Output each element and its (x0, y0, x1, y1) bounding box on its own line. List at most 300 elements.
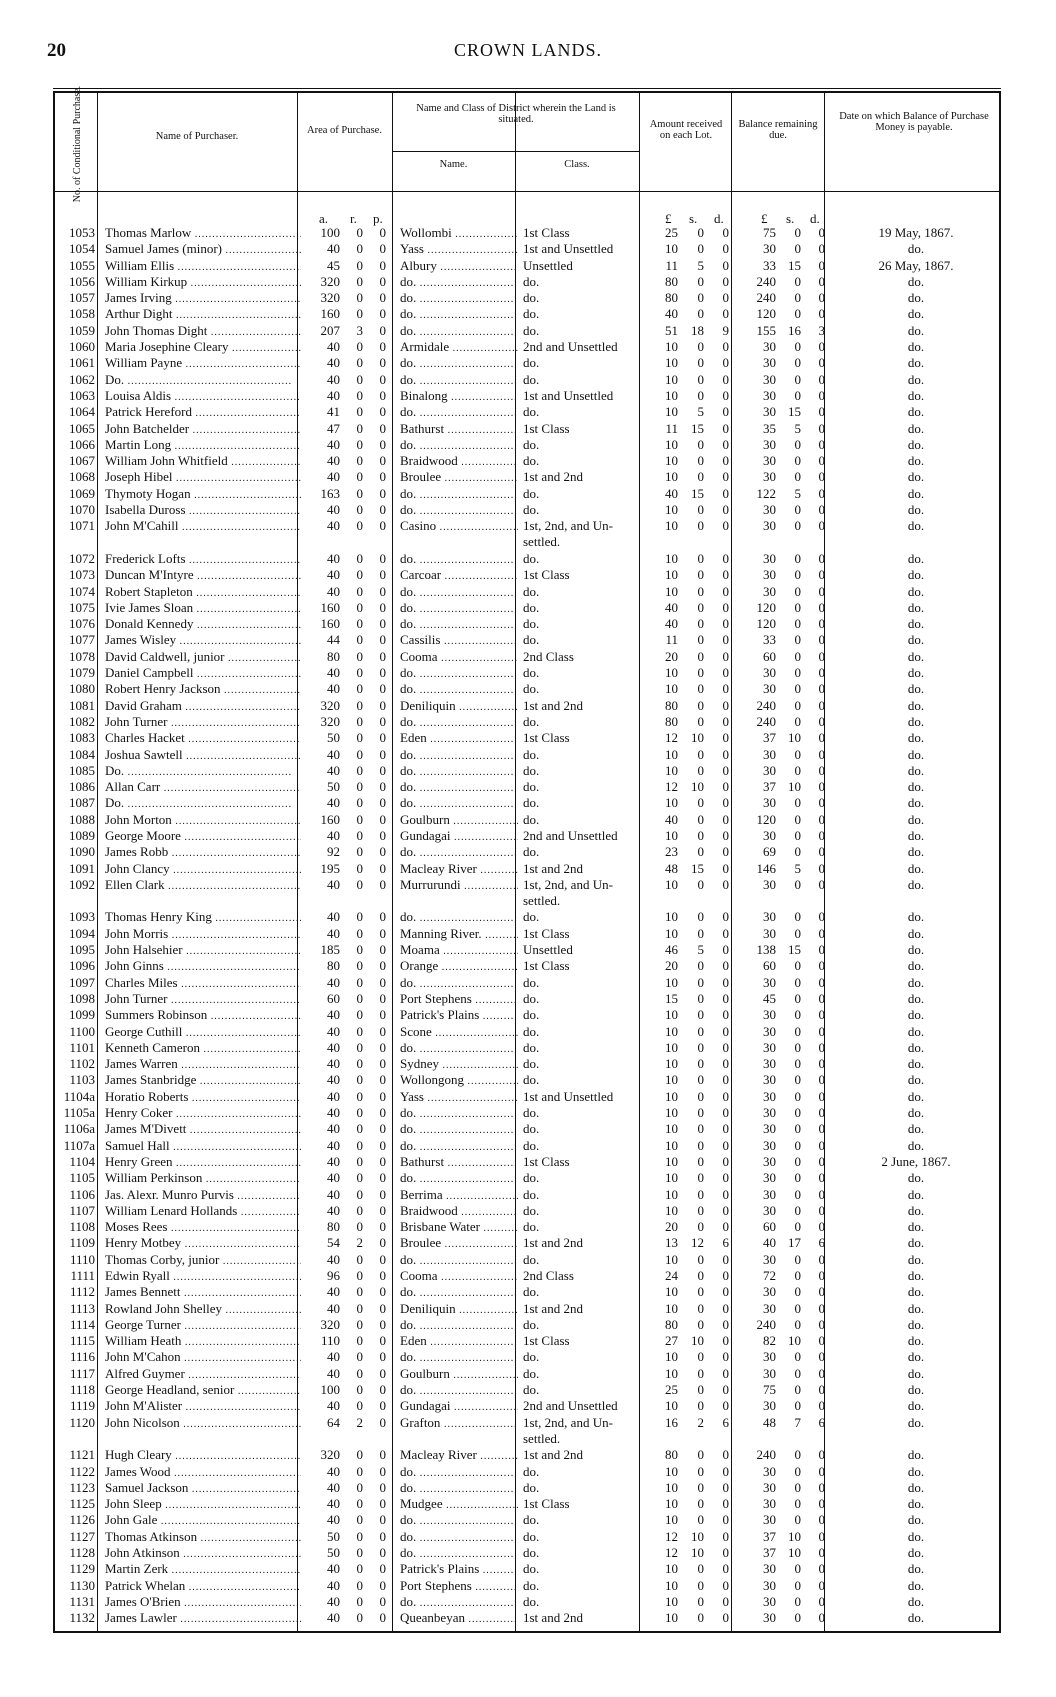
balance-shillings: 0 (794, 339, 801, 355)
purchaser-name: William Perkinson ..... (105, 1170, 301, 1188)
balance-shillings: 0 (794, 1300, 801, 1316)
payable-date: do. (907, 1577, 925, 1593)
purchaser-name: John M'Cahon ..... (105, 1349, 301, 1367)
area-roods: 0 (356, 648, 363, 664)
area-roods: 0 (356, 730, 363, 746)
area-roods: 0 (356, 632, 363, 648)
unit-roods: r. (350, 211, 357, 226)
area-perches: 0 (379, 371, 386, 387)
area-roods: 0 (356, 355, 363, 371)
row-number: 1072 (69, 550, 95, 566)
purchaser-name: Thomas Marlow ..... (105, 225, 301, 243)
header-district: Name and Class of District wherein the Land is situated. (416, 103, 616, 125)
amount-pence: 0 (722, 1300, 729, 1316)
area-acres: 50 (327, 1545, 340, 1561)
district-class: 2nd and Unsettled (523, 827, 618, 843)
area-roods: 0 (356, 371, 363, 387)
balance-pounds: 30 (763, 1561, 776, 1577)
table-row (55, 714, 999, 730)
area-acres: 80 (327, 648, 340, 664)
table-row (55, 1333, 999, 1349)
area-perches: 0 (379, 599, 386, 615)
area-perches: 0 (379, 1105, 386, 1121)
area-perches: 0 (379, 974, 386, 990)
area-roods: 0 (356, 273, 363, 289)
district-class: 1st Class (523, 1153, 570, 1169)
amount-shillings: 0 (697, 225, 704, 240)
purchaser-name: John Ginns ..... (105, 958, 301, 976)
amount-shillings: 0 (697, 387, 704, 403)
balance-pounds: 138 (756, 942, 776, 958)
table-row (55, 1382, 999, 1398)
balance-pounds: 30 (763, 974, 776, 990)
district-class: 1st Class (523, 567, 570, 583)
balance-shillings: 0 (794, 909, 801, 925)
district-name: Yass ..... (400, 1089, 518, 1107)
district-name: do. ..... (400, 909, 518, 927)
payable-date: do. (907, 502, 925, 518)
balance-pence: 0 (818, 1496, 825, 1512)
page-number: 20 (47, 40, 66, 61)
balance-shillings: 15 (788, 942, 801, 958)
balance-pounds: 30 (763, 241, 776, 257)
purchaser-name: Moses Rees ..... (105, 1219, 301, 1237)
table-row (55, 1089, 999, 1105)
payable-date: do. (907, 1333, 925, 1349)
district-class: Unsettled (523, 942, 573, 958)
district-class: 2nd Class (523, 1268, 574, 1283)
district-name: do. ..... (400, 1382, 518, 1400)
area-roods: 0 (356, 257, 363, 273)
amount-shillings: 0 (697, 974, 704, 990)
amount-pence: 0 (722, 1219, 729, 1235)
district-name: Sydney ..... (400, 1056, 518, 1074)
row-number: 1106 (69, 1186, 95, 1202)
area-acres: 40 (327, 1056, 340, 1072)
area-perches: 0 (379, 1479, 386, 1495)
purchaser-name: James Bennett ..... (105, 1284, 301, 1302)
area-perches: 0 (379, 1528, 386, 1544)
district-class: do. (523, 909, 540, 925)
district-name: Bathurst ..... (400, 1154, 518, 1172)
amount-shillings: 0 (697, 795, 704, 811)
area-roods: 0 (356, 974, 363, 990)
amount-shillings: 0 (697, 1479, 704, 1495)
amount-shillings: 0 (697, 1365, 704, 1381)
balance-pounds: 30 (763, 1039, 776, 1055)
amount-shillings: 10 (691, 1333, 704, 1349)
balance-pence: 0 (818, 795, 825, 811)
balance-pounds: 30 (763, 1349, 776, 1365)
district-name: do. ..... (400, 274, 518, 292)
balance-pounds: 30 (763, 1023, 776, 1039)
payable-date: do. (907, 1610, 925, 1626)
amount-shillings: 0 (697, 1072, 704, 1088)
row-number: 1057 (69, 290, 95, 306)
amount-pence: 0 (722, 909, 729, 925)
amount-pounds: 10 (665, 1284, 678, 1300)
area-perches: 0 (379, 339, 386, 355)
amount-shillings: 0 (697, 1007, 704, 1023)
amount-pounds: 40 (665, 616, 678, 632)
row-number: 1081 (69, 697, 95, 713)
amount-pounds: 10 (665, 1479, 678, 1495)
balance-pounds: 240 (756, 697, 776, 713)
area-acres: 40 (327, 795, 340, 811)
balance-shillings: 0 (794, 1447, 801, 1463)
amount-pounds: 10 (665, 502, 678, 518)
area-perches: 0 (379, 1088, 386, 1104)
area-acres: 40 (327, 1202, 340, 1218)
area-perches: 0 (379, 1545, 386, 1561)
payable-date: do. (907, 1072, 925, 1088)
purchaser-name: Duncan M'Intyre ..... (105, 567, 301, 585)
table-row (55, 372, 999, 388)
district-class: do. (523, 1479, 540, 1495)
amount-shillings: 0 (697, 713, 704, 729)
amount-shillings: 0 (697, 958, 704, 974)
purchaser-name: James Stanbridge ..... (105, 1072, 301, 1090)
district-name: Murrurundi ..... (400, 877, 518, 895)
balance-shillings: 0 (794, 518, 801, 534)
amount-shillings: 5 (697, 942, 704, 958)
balance-shillings: 0 (794, 567, 801, 583)
amount-shillings: 0 (697, 746, 704, 762)
district-class: do. (523, 306, 540, 322)
row-number: 1074 (69, 583, 95, 599)
purchaser-name: James Lawler ..... (105, 1610, 301, 1628)
area-roods: 0 (356, 1479, 363, 1495)
area-perches: 0 (379, 746, 386, 762)
row-number: 1063 (69, 387, 95, 403)
balance-pounds: 30 (763, 1496, 776, 1512)
district-class: do. (523, 1365, 540, 1381)
district-class: do. (523, 1251, 540, 1267)
area-roods: 0 (356, 469, 363, 485)
district-name: Eden ..... (400, 1333, 518, 1351)
purchase-table (53, 85, 1001, 1633)
area-acres: 160 (320, 616, 340, 632)
balance-pounds: 30 (763, 371, 776, 387)
amount-pence: 0 (722, 876, 729, 892)
balance-pounds: 30 (763, 1593, 776, 1609)
amount-pounds: 10 (665, 1398, 678, 1414)
area-roods: 0 (356, 404, 363, 420)
balance-shillings: 0 (794, 1170, 801, 1186)
district-class: do. (523, 665, 540, 681)
balance-shillings: 0 (794, 1202, 801, 1218)
area-acres: 100 (320, 225, 340, 240)
area-acres: 40 (327, 453, 340, 469)
purchaser-name: John Turner ..... (105, 991, 301, 1009)
district-name: Queanbeyan ..... (400, 1610, 518, 1628)
table-row (55, 1578, 999, 1594)
amount-shillings: 0 (697, 811, 704, 827)
row-number: 1084 (69, 746, 95, 762)
balance-pounds: 240 (756, 1316, 776, 1332)
balance-shillings: 0 (794, 697, 801, 713)
balance-pence: 0 (818, 681, 825, 697)
purchaser-name: Louisa Aldis ..... (105, 388, 301, 406)
district-name: do. ..... (400, 714, 518, 732)
table-row (55, 844, 999, 860)
purchaser-name: Rowland John Shelley ..... (105, 1301, 301, 1319)
district-name: Patrick's Plains ..... (400, 1007, 518, 1025)
balance-pounds: 30 (763, 339, 776, 355)
district-class: do. (523, 599, 540, 615)
amount-shillings: 12 (691, 1235, 704, 1251)
amount-pounds: 20 (665, 958, 678, 974)
payable-date: do. (907, 1414, 925, 1430)
balance-shillings: 0 (794, 844, 801, 860)
district-class: 1st and 2nd (523, 1235, 583, 1251)
district-class: do. (523, 1039, 540, 1055)
balance-shillings: 0 (794, 1056, 801, 1072)
area-roods: 0 (356, 1447, 363, 1463)
area-acres: 185 (320, 942, 340, 958)
table-row (55, 339, 999, 355)
district-name: do. ..... (400, 323, 518, 341)
row-number: 1073 (69, 567, 95, 583)
amount-shillings: 0 (697, 876, 704, 892)
amount-pence: 0 (722, 599, 729, 615)
district-class: do. (523, 1072, 540, 1088)
area-acres: 40 (327, 1512, 340, 1528)
purchaser-name: John Clancy ..... (105, 861, 301, 879)
area-acres: 96 (327, 1268, 340, 1283)
balance-pence: 0 (818, 1593, 825, 1609)
area-perches: 0 (379, 1561, 386, 1577)
amount-pounds: 10 (665, 550, 678, 566)
purchaser-name: Hugh Cleary ..... (105, 1447, 301, 1465)
area-roods: 0 (356, 746, 363, 762)
area-roods: 0 (356, 567, 363, 583)
row-number: 1069 (69, 485, 95, 501)
area-roods: 2 (356, 1414, 363, 1430)
district-class: do. (523, 1593, 540, 1609)
table-row (55, 1170, 999, 1186)
area-roods: 0 (356, 1039, 363, 1055)
table-row (55, 942, 999, 958)
purchaser-name: Thomas Corby, junior ..... (105, 1252, 301, 1270)
district-name: Manning River. ..... (400, 926, 518, 944)
amount-pence: 0 (722, 1316, 729, 1332)
area-acres: 320 (320, 1447, 340, 1463)
district-class: do. (523, 1105, 540, 1121)
area-acres: 40 (327, 1610, 340, 1626)
area-roods: 0 (356, 1202, 363, 1218)
amount-pence: 0 (722, 632, 729, 648)
purchaser-name: John Nicolson ..... (105, 1415, 301, 1433)
payable-date: do. (907, 1447, 925, 1463)
amount-pence: 0 (722, 436, 729, 452)
balance-pence: 0 (818, 827, 825, 843)
balance-pence: 0 (818, 762, 825, 778)
balance-shillings: 0 (794, 925, 801, 941)
area-perches: 0 (379, 762, 386, 778)
amount-pounds: 10 (665, 1137, 678, 1153)
balance-pence: 0 (818, 1137, 825, 1153)
row-number: 1085 (69, 762, 95, 778)
area-roods: 0 (356, 1072, 363, 1088)
amount-pence: 0 (722, 925, 729, 941)
payable-date: do. (907, 1235, 925, 1251)
purchaser-name: George Turner ..... (105, 1317, 301, 1335)
area-perches: 0 (379, 1512, 386, 1528)
balance-pence: 0 (818, 599, 825, 615)
district-class: 1st and Unsettled (523, 1088, 614, 1104)
amount-pence: 0 (722, 958, 729, 974)
table-row (55, 404, 999, 420)
amount-pence: 0 (722, 550, 729, 566)
balance-shillings: 0 (794, 1186, 801, 1202)
balance-pence: 0 (818, 1333, 825, 1349)
purchaser-name: Joshua Sawtell ..... (105, 747, 301, 765)
payable-date: do. (907, 681, 925, 697)
purchaser-name: John Morton ..... (105, 812, 301, 830)
district-class: do. (523, 811, 540, 827)
amount-pence: 0 (722, 1463, 729, 1479)
balance-pounds: 30 (763, 550, 776, 566)
amount-shillings: 0 (697, 1105, 704, 1121)
row-number: 1096 (69, 958, 95, 974)
area-acres: 40 (327, 1300, 340, 1316)
district-class: do. (523, 844, 540, 860)
row-number: 1118 (69, 1382, 95, 1398)
amount-pounds: 10 (665, 925, 678, 941)
district-class: do. (523, 550, 540, 566)
purchaser-name: Patrick Hereford ..... (105, 404, 301, 422)
area-roods: 0 (356, 1349, 363, 1365)
area-acres: 80 (327, 958, 340, 974)
balance-pounds: 30 (763, 1186, 776, 1202)
table-row (55, 258, 999, 274)
row-number: 1120 (69, 1414, 95, 1430)
district-class: 1st Class (523, 420, 570, 436)
header-name-of-purchaser: Name of Purchaser. (155, 131, 239, 142)
payable-date: do. (907, 1202, 925, 1218)
payable-date: do. (907, 599, 925, 615)
area-roods: 0 (356, 241, 363, 257)
balance-shillings: 15 (788, 257, 801, 273)
balance-shillings: 0 (794, 1561, 801, 1577)
balance-pounds: 30 (763, 583, 776, 599)
amount-pence: 0 (722, 485, 729, 501)
district-class: do. (523, 974, 540, 990)
area-perches: 0 (379, 925, 386, 941)
district-class: do. (523, 990, 540, 1006)
table-row (55, 779, 999, 795)
amount-pence: 0 (722, 990, 729, 1006)
area-acres: 40 (327, 1121, 340, 1137)
amount-shillings: 0 (697, 1561, 704, 1577)
amount-shillings: 5 (697, 257, 704, 273)
amount-pence: 0 (722, 746, 729, 762)
purchaser-name: Horatio Roberts ..... (105, 1089, 301, 1107)
purchaser-name: William Heath ..... (105, 1333, 301, 1351)
purchaser-name: David Graham ..... (105, 698, 301, 716)
payable-date: do. (907, 1268, 925, 1283)
purchaser-name: Henry Coker ..... (105, 1105, 301, 1123)
balance-pence: 0 (818, 1479, 825, 1495)
balance-pounds: 30 (763, 1463, 776, 1479)
district-name: do. ..... (400, 290, 518, 308)
area-acres: 40 (327, 1496, 340, 1512)
area-roods: 0 (356, 616, 363, 632)
payable-date: do. (907, 1300, 925, 1316)
amount-pence: 0 (722, 844, 729, 860)
amount-pence: 0 (722, 616, 729, 632)
row-number: 1079 (69, 665, 95, 681)
balance-pence: 0 (818, 583, 825, 599)
area-roods: 0 (356, 225, 363, 240)
purchaser-name: John M'Cahill ..... (105, 518, 301, 536)
balance-pence: 6 (818, 1414, 825, 1430)
balance-shillings: 0 (794, 355, 801, 371)
balance-shillings: 0 (794, 665, 801, 681)
amount-shillings: 0 (697, 1284, 704, 1300)
area-acres: 40 (327, 827, 340, 843)
area-perches: 0 (379, 1056, 386, 1072)
amount-pence: 0 (722, 762, 729, 778)
amount-shillings: 0 (697, 1056, 704, 1072)
balance-pounds: 48 (763, 1414, 776, 1430)
balance-shillings: 0 (794, 1105, 801, 1121)
balance-shillings: 0 (794, 974, 801, 990)
district-class: do. (523, 1463, 540, 1479)
amount-shillings: 0 (697, 1186, 704, 1202)
amount-pounds: 10 (665, 1300, 678, 1316)
area-roods: 2 (356, 1235, 363, 1251)
amount-pence: 0 (722, 1088, 729, 1104)
amount-shillings: 0 (697, 355, 704, 371)
area-acres: 40 (327, 387, 340, 403)
row-number: 1126 (69, 1512, 95, 1528)
payable-date: do. (907, 632, 925, 648)
header-district-name: Name. (439, 159, 468, 170)
balance-pence: 0 (818, 697, 825, 713)
area-perches: 0 (379, 1219, 386, 1235)
table-row (55, 958, 999, 974)
district-class: do. (523, 681, 540, 697)
balance-pounds: 30 (763, 1300, 776, 1316)
area-roods: 0 (356, 779, 363, 795)
table-row (55, 812, 999, 828)
area-acres: 320 (320, 697, 340, 713)
amount-pence: 0 (722, 1105, 729, 1121)
balance-shillings: 0 (794, 502, 801, 518)
area-perches: 0 (379, 779, 386, 795)
balance-shillings: 0 (794, 876, 801, 892)
balance-pounds: 120 (756, 616, 776, 632)
balance-pounds: 30 (763, 436, 776, 452)
amount-pence: 0 (722, 1268, 729, 1283)
area-roods: 0 (356, 844, 363, 860)
balance-pounds: 69 (763, 844, 776, 860)
amount-shillings: 2 (697, 1414, 704, 1430)
balance-pence: 0 (818, 974, 825, 990)
balance-pence: 0 (818, 860, 825, 876)
balance-shillings: 0 (794, 436, 801, 452)
district-name: Broulee ..... (400, 1235, 518, 1253)
area-roods: 0 (356, 1219, 363, 1235)
purchaser-name: Arthur Dight ..... (105, 306, 301, 324)
purchaser-name: James Warren ..... (105, 1056, 301, 1074)
row-number: 1062 (69, 371, 95, 387)
amount-pence: 0 (722, 1284, 729, 1300)
amount-shillings: 10 (691, 730, 704, 746)
balance-shillings: 0 (794, 746, 801, 762)
